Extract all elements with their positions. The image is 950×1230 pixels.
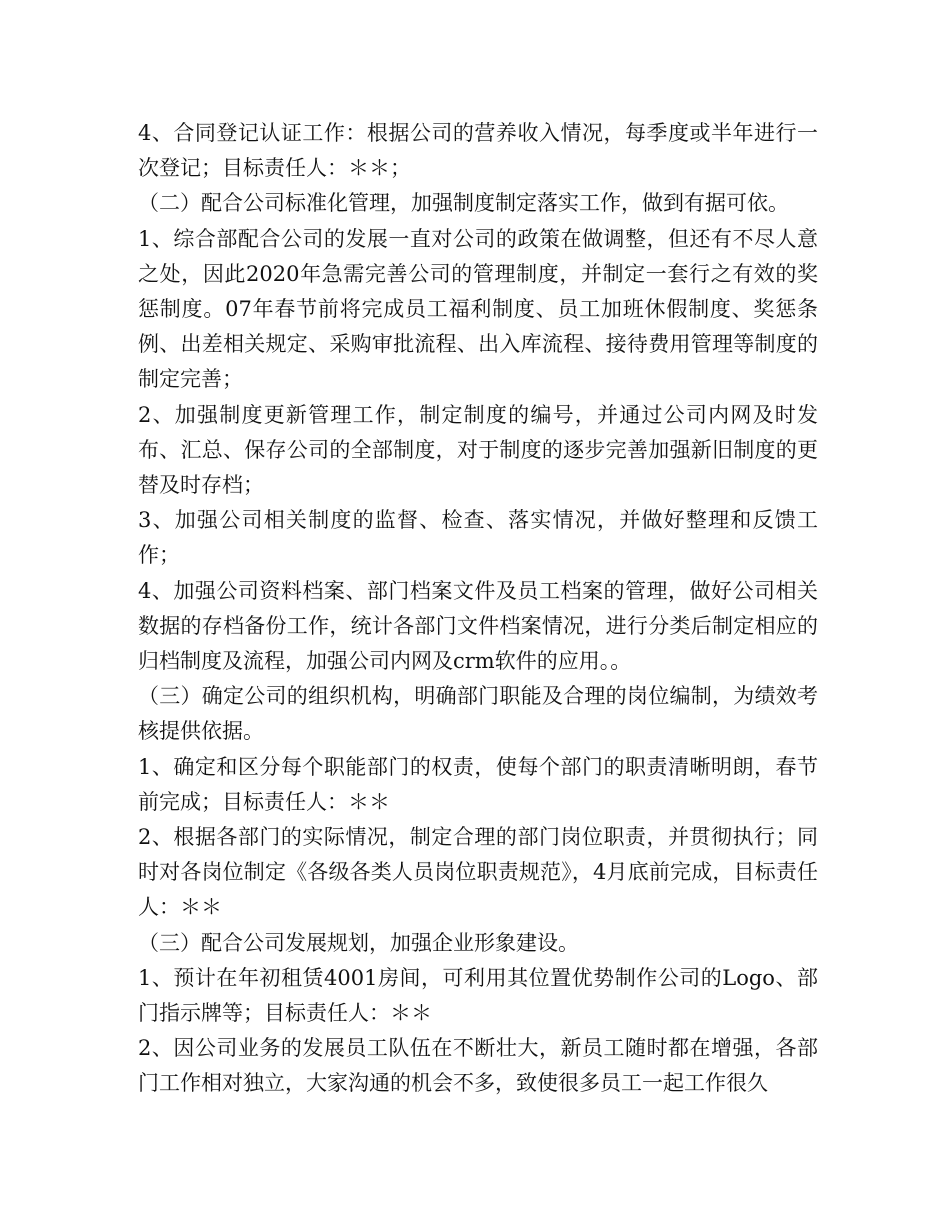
paragraph-item-2-team: 2、因公司业务的发展员工队伍在不断壮大，新员工随时都在增强，各部门工作相对独立，大家沟通的机会不多，致使很多员工一起工作很久: [138, 1036, 818, 1096]
paragraph-item-1-logo: 1、预计在年初租赁4001房间，可利用其位置优势制作公司的Logo、部门指示牌等；目标责任人：＊＊: [138, 965, 818, 1026]
section-heading-2: （二）配合公司标准化管理，加强制度制定落实工作，做到有据可依。: [138, 191, 789, 216]
section-heading-3-image: （三）配合公司发展规划，加强企业形象建设。: [138, 930, 579, 955]
paragraph-item-2-duties: 2、根据各部门的实际情况，制定合理的部门岗位职责，并贯彻执行；同时对各岗位制定《各级各类人员岗位职责规范》，4月底前完成，目标责任人：＊＊: [138, 825, 818, 920]
document-body: [138, 116, 818, 1102]
paragraph-item-4-archive: 4、加强公司资料档案、部门档案文件及员工档案的管理，做好公司相关数据的存档备份工作，统计各部门文件档案情况，进行分类后制定相应的归档制度及流程，加强公司内网及crm软件的应用。。: [138, 578, 818, 674]
paragraph-item-3-supervision: 3、加强公司相关制度的监督、检查、落实情况，并做好整理和反馈工作；: [138, 508, 818, 568]
paragraph-item-1-policy: 1、综合部配合公司的发展一直对公司的政策在做调整，但还有不尽人意之处，因此2020年急需完善公司的管理制度，并制定一套行之有效的奖惩制度。07年春节前将完成员工福利制度、员工加班休假制度、奖惩条例、出差相关规定、采购审批流程、出入库流程、接待费用管理等制度的制定完善；: [138, 226, 818, 392]
paragraph-item-4-contract: 4、合同登记认证工作：根据公司的营养收入情况，每季度或半年进行一次登记；目标责任人：＊＊；: [138, 121, 818, 181]
paragraph-item-2-update: 2、加强制度更新管理工作，制定制度的编号，并通过公司内网及时发布、汇总、保存公司的全部制度，对于制度的逐步完善加强新旧制度的更替及时存档；: [138, 402, 818, 498]
section-heading-3-organization: （三）确定公司的组织机构，明确部门职能及合理的岗位编制，为绩效考核提供依据。: [138, 684, 818, 744]
paragraph-item-1-responsibility: 1、确定和区分每个职能部门的权责，使每个部门的职责清晰明朗，春节前完成；目标责任人：＊＊: [138, 754, 818, 814]
